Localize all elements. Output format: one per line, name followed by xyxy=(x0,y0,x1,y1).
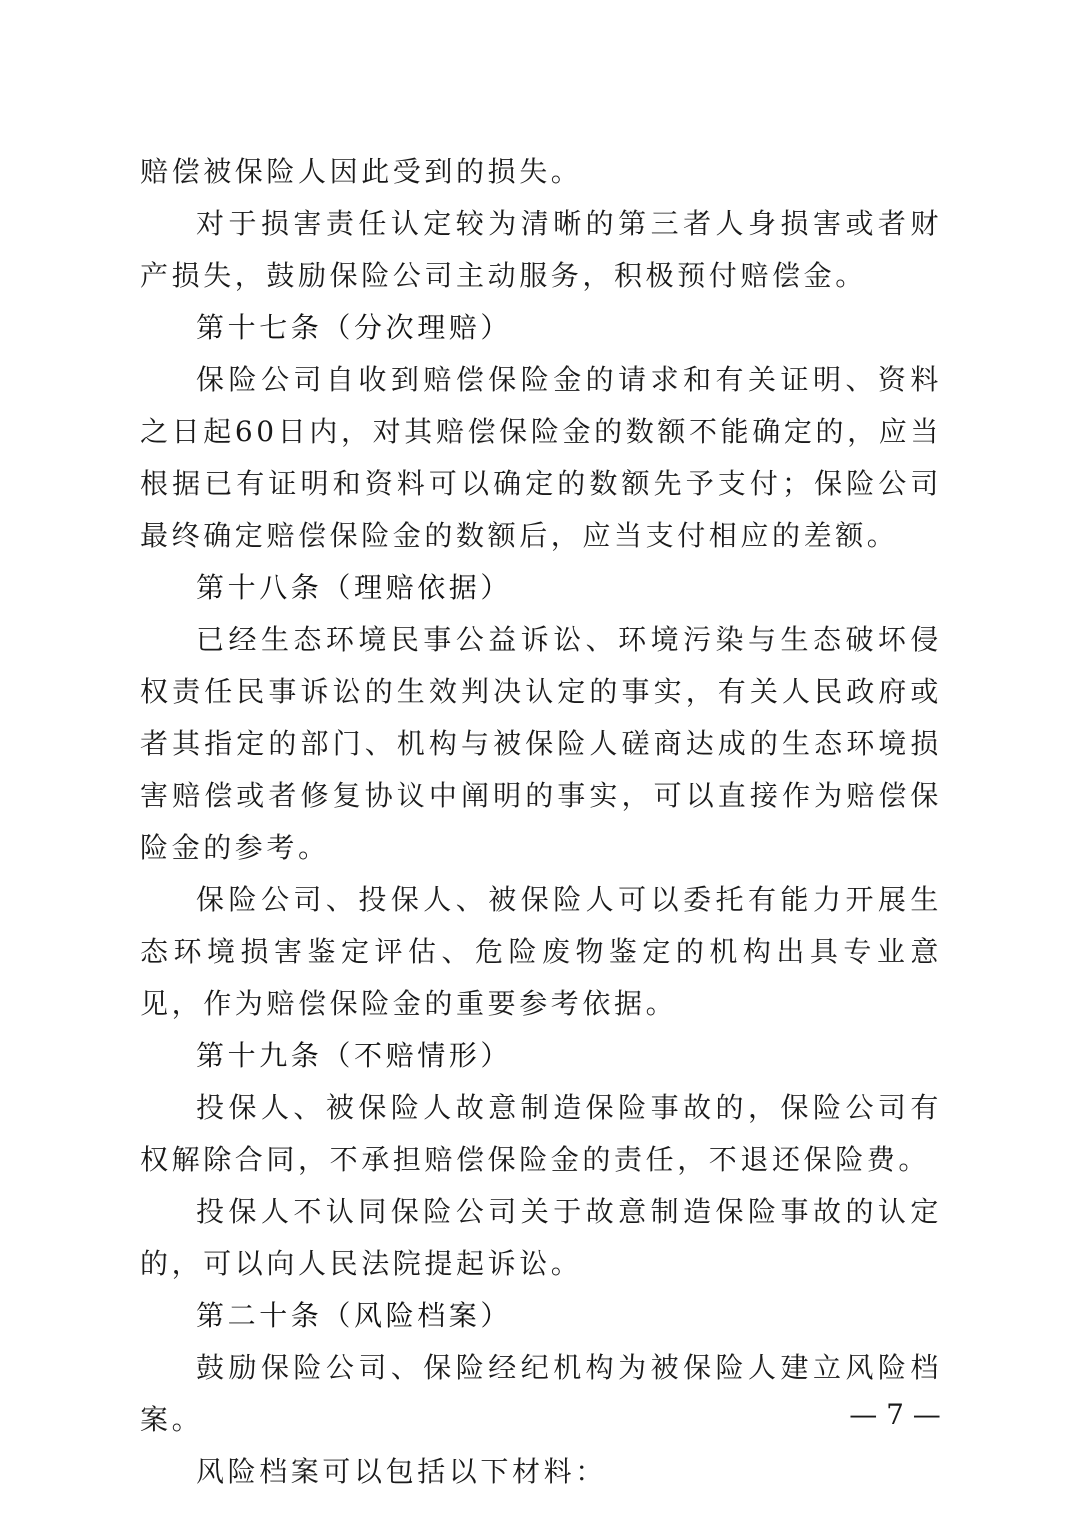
paragraph: 保险公司、投保人、被保险人可以委托有能力开展生态环境损害鉴定评估、危险废物鉴定的机构出具专业意见，作为赔偿保险金的重要参考依据。 xyxy=(140,883,942,1020)
article-heading-20: 第二十条（风险档案） xyxy=(196,1299,513,1332)
article-heading-18: 第十八条（理赔依据） xyxy=(196,571,513,604)
document-body xyxy=(140,146,942,1498)
page-number: — 7 — xyxy=(849,1398,941,1431)
paragraph: 投保人、被保险人故意制造保险事故的，保险公司有权解除合同，不承担赔偿保险金的责任，不退还保险费。 xyxy=(140,1091,942,1176)
paragraph: 已经生态环境民事公益诉讼、环境污染与生态破坏侵权责任民事诉讼的生效判决认定的事实，有关人民政府或者其指定的部门、机构与被保险人磋商达成的生态环境损害赔偿或者修复协议中阐明的事实，可以直接作为赔偿保险金的参考。 xyxy=(140,623,942,864)
paragraph: 鼓励保险公司、保险经纪机构为被保险人建立风险档案。 xyxy=(140,1351,942,1436)
paragraph: 保险公司自收到赔偿保险金的请求和有关证明、资料之日起60日内，对其赔偿保险金的数额不能确定的，应当根据已有证明和资料可以确定的数额先予支付；保险公司最终确定赔偿保险金的数额后，应当支付相应的差额。 xyxy=(140,363,942,552)
paragraph-continuation: 赔偿被保险人因此受到的损失。 xyxy=(140,155,583,188)
paragraph: 对于损害责任认定较为清晰的第三者人身损害或者财产损失，鼓励保险公司主动服务，积极预付赔偿金。 xyxy=(140,207,942,292)
article-heading-19: 第十九条（不赔情形） xyxy=(196,1039,513,1072)
paragraph: 风险档案可以包括以下材料： xyxy=(196,1455,607,1488)
paragraph: 投保人不认同保险公司关于故意制造保险事故的认定的，可以向人民法院提起诉讼。 xyxy=(140,1195,942,1280)
article-heading-17: 第十七条（分次理赔） xyxy=(196,311,513,344)
